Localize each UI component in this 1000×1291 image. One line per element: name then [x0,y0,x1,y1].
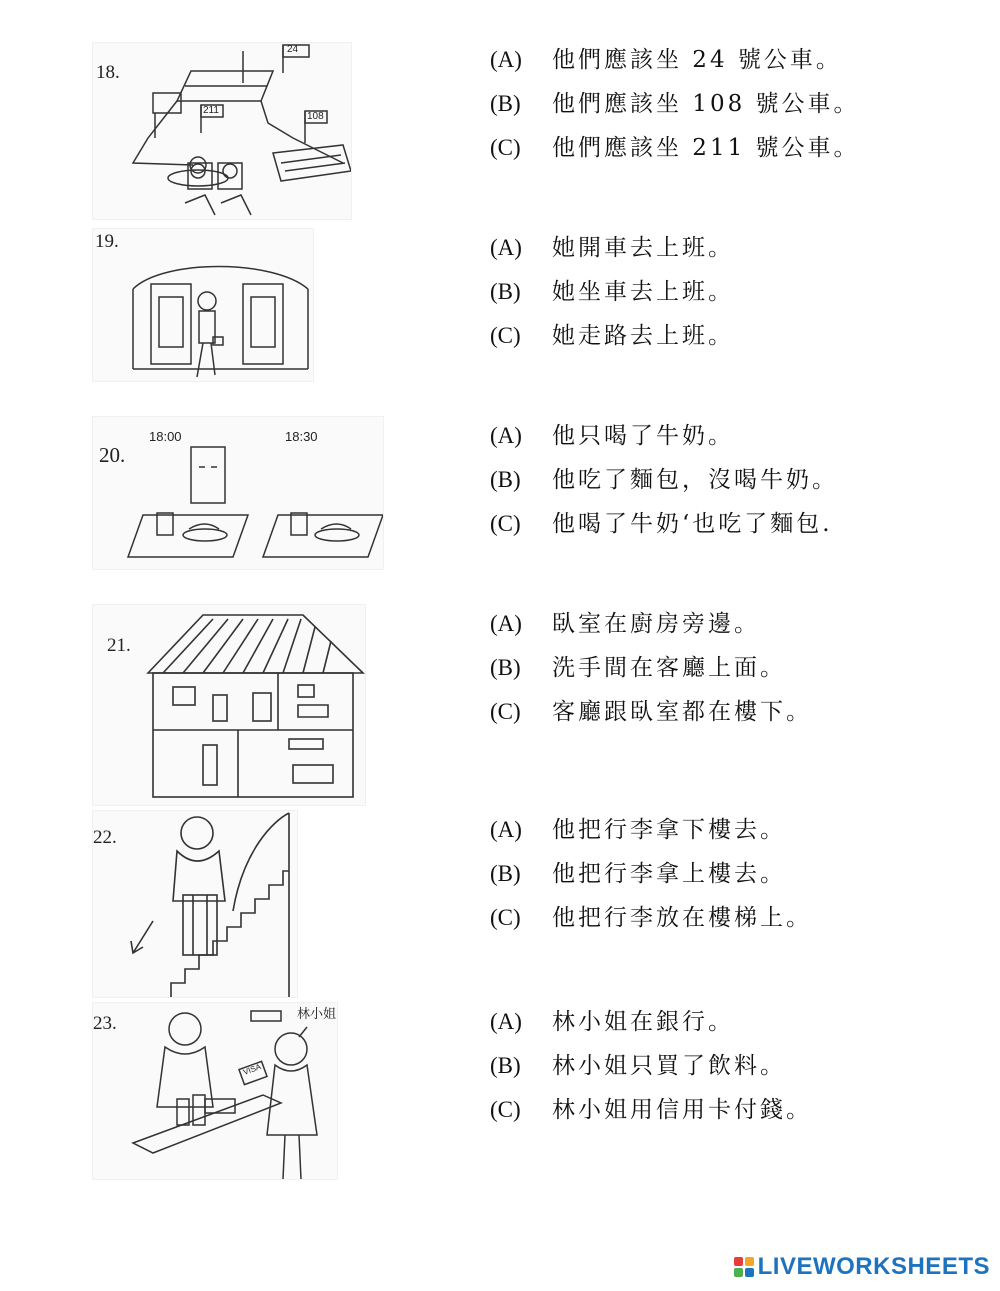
option-19-b[interactable]: (B) 她坐車去上班。 [490,279,734,305]
illustration-18 [92,42,352,220]
options-23 [490,1000,812,1132]
sign-label-24: 24 [287,44,299,55]
card-label: VISA [242,1062,263,1077]
illustration-20 [92,416,384,570]
option-22-c[interactable]: (C) 他把行李放在樓梯上。 [490,905,812,931]
time-label-1800: 18:00 [149,429,182,444]
train-drawing [93,229,314,382]
option-23-c[interactable]: (C) 林小姐用信用卡付錢。 [490,1097,812,1123]
illustration-21 [92,604,366,806]
option-18-c[interactable]: (C) 他們應該坐 211 號公車。 [490,135,860,161]
option-23-a[interactable]: (A) 林小姐在銀行。 [490,1009,734,1035]
illustration-23 [92,1002,338,1180]
options-21 [490,602,812,734]
option-22-a[interactable]: (A) 他把行李拿下樓去。 [490,817,786,843]
shop-drawing [93,1003,338,1180]
option-18-a[interactable]: (A) 他們應該坐 24 號公車。 [490,47,842,73]
options-22 [490,808,812,940]
brand-name: LIVEWORKSHEETS [757,1253,990,1280]
illustration-22 [92,810,298,998]
option-20-a[interactable]: (A) 他只喝了牛奶。 [490,423,734,449]
option-19-c[interactable]: (C) 她走路去上班。 [490,323,734,349]
sign-label-108: 108 [307,111,324,122]
name-label-lin: 林小姐 [297,1006,337,1021]
meal-drawing [93,417,384,570]
house-drawing [93,605,366,806]
options-20 [490,414,838,546]
logo-block-4 [745,1268,754,1277]
question-number-23: 23. [93,1013,117,1034]
question-number-20: 20. [99,443,126,467]
logo-block-1 [734,1257,743,1266]
option-19-a[interactable]: (A) 她開車去上班。 [490,235,734,261]
question-number-18: 18. [96,62,120,83]
logo-block-3 [734,1268,743,1277]
question-number-22: 22. [93,827,117,848]
option-20-c[interactable]: (C) 他喝了牛奶‘也吃了麵包. [490,511,833,537]
logo-block-2 [745,1257,754,1266]
time-label-1830: 18:30 [285,429,318,444]
stairs-drawing [93,811,298,998]
sports-field-drawing [93,43,352,220]
option-21-c[interactable]: (C) 客廳跟臥室都在樓下。 [490,699,812,725]
options-18 [490,38,860,170]
logo-blocks-icon [734,1257,754,1277]
sign-label-211: 211 [203,105,219,116]
question-number-21: 21. [107,635,131,656]
option-23-b[interactable]: (B) 林小姐只買了飲料。 [490,1053,786,1079]
options-19 [490,226,734,358]
illustration-19 [92,228,314,382]
option-22-b[interactable]: (B) 他把行李拿上樓去。 [490,861,786,887]
option-20-b[interactable]: (B) 他吃了麵包，沒喝牛奶。 [490,467,838,493]
question-number-19: 19. [95,231,119,252]
option-18-b[interactable]: (B) 他們應該坐 108 號公車。 [490,91,860,117]
liveworksheets-logo[interactable] [734,1253,990,1281]
option-21-b[interactable]: (B) 洗手間在客廳上面。 [490,655,786,681]
option-21-a[interactable]: (A) 臥室在廚房旁邊。 [490,611,760,637]
